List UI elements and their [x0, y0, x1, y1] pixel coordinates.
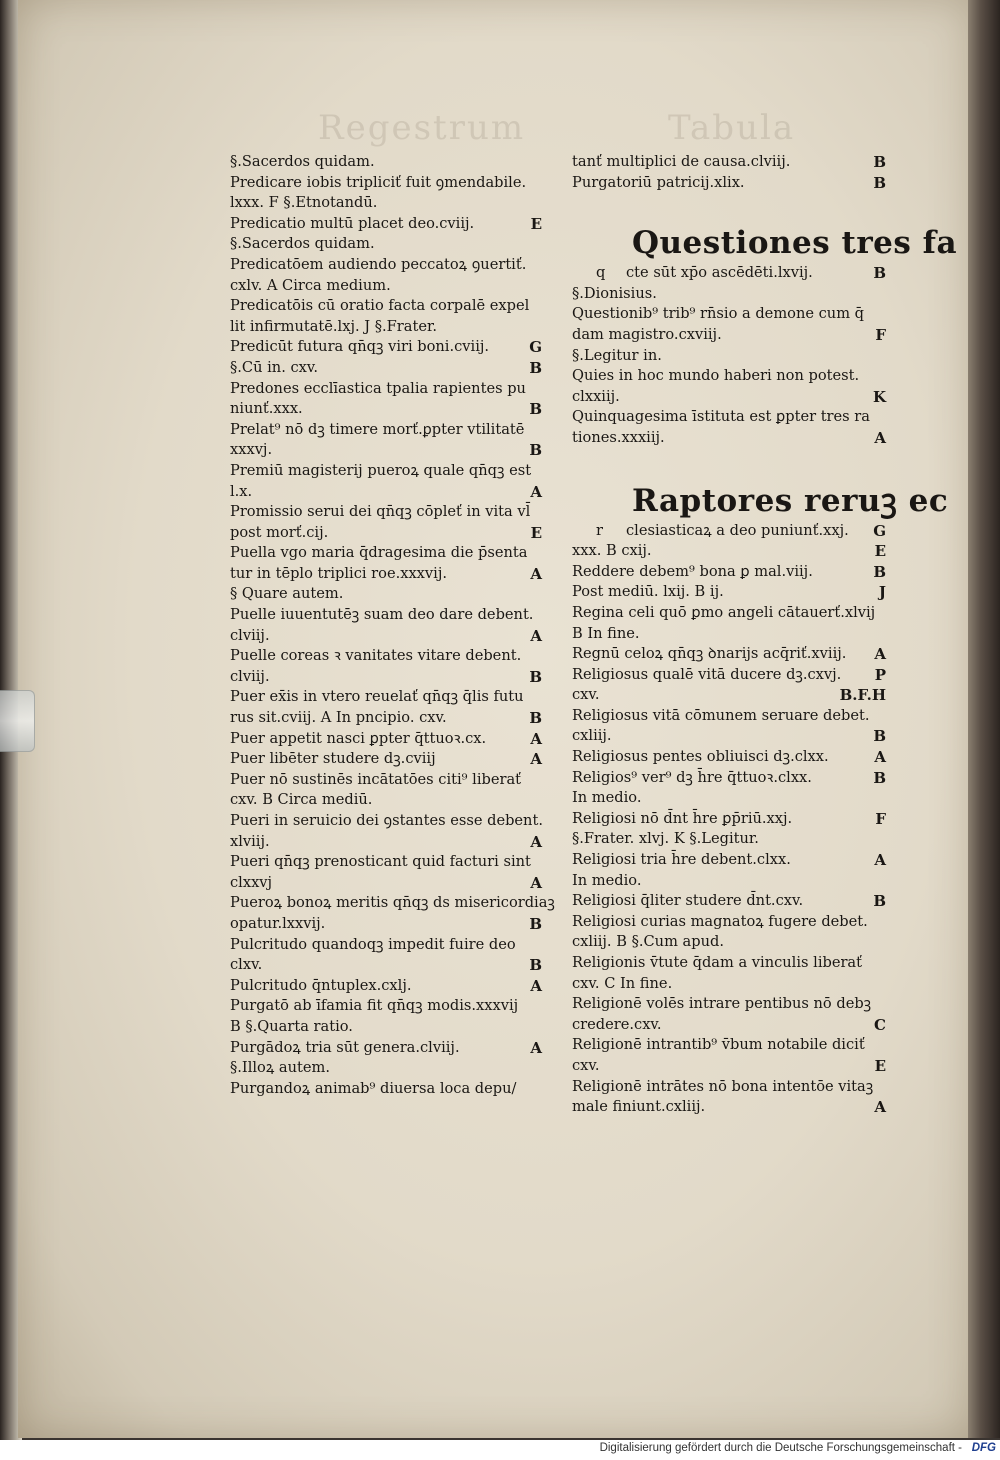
r-entry-text: B In fine.	[572, 624, 640, 642]
dfg-logo: DFG	[971, 1442, 996, 1454]
left-entry-text: §.Sacerdos quidam.	[230, 153, 375, 170]
r-entry	[572, 644, 886, 665]
q-entry	[572, 304, 886, 325]
q-entry	[572, 284, 886, 305]
r-entry-mark: E	[874, 542, 886, 561]
left-entry	[230, 852, 542, 873]
r-entry-text: Religionē intrantib⁹ v̄bum notabile diciť	[572, 1036, 865, 1054]
r-entry-mark: B	[873, 768, 886, 787]
left-entry	[230, 214, 542, 235]
left-entry	[230, 440, 542, 461]
q-entry-text: clxxiij.	[572, 387, 620, 405]
r-entry-text: Religiosus vitā cōmunem seruare debet.	[572, 706, 870, 724]
r-entry-text: In medio.	[572, 789, 642, 807]
left-entry-mark: B	[529, 956, 542, 975]
q-entry-mark: A	[874, 428, 886, 447]
left-entry-mark: E	[530, 214, 542, 233]
left-entry	[230, 790, 542, 811]
left-entry-text: Premiū magisterij pueroꝝ quale qn̄qꝫ est	[230, 461, 532, 479]
left-entry	[230, 687, 542, 708]
left-entry	[230, 1017, 542, 1038]
left-entry	[230, 379, 542, 400]
left-entry-text: Predicatōis cū oratio facta corpalē expel	[230, 297, 530, 315]
r-entry	[572, 850, 886, 871]
left-entry-text: Pulcritudo quandoqꝫ impedit fuire deo	[230, 935, 516, 953]
left-entry-text: § Quare autem.	[230, 585, 344, 603]
left-entry-text: post morť.cij.	[230, 523, 329, 541]
right-top-entry	[572, 173, 886, 194]
r-entry-text: Post mediū. lxij. B ij.	[572, 583, 724, 601]
left-entry-text: xxxvj.	[230, 441, 273, 459]
left-entry-mark: A	[530, 729, 542, 748]
r-entry	[572, 1097, 886, 1118]
q-entry-mark: F	[875, 325, 886, 344]
left-entry	[230, 749, 542, 770]
left-entry	[230, 337, 542, 358]
r-entry	[572, 871, 886, 892]
left-entry-text: clxxvj	[230, 873, 273, 891]
r-entry-text: cxv.	[572, 1056, 600, 1074]
left-entry	[230, 832, 542, 853]
left-entry-text: Predicūt futura qn̄qꝫ viri boni.cviij.	[230, 338, 490, 356]
r-entry-text: In medio.	[572, 871, 642, 889]
r-entry-mark: A	[874, 645, 886, 664]
r-entry	[572, 788, 886, 809]
left-entry-text: rus sit.cviij. A In pncipio. cxv.	[230, 709, 447, 727]
left-entry	[230, 729, 542, 750]
r-entry-text: xxx. B cxij.	[572, 542, 652, 560]
left-entry	[230, 873, 542, 894]
r-entry-mark: B	[873, 562, 886, 581]
left-entry-text: niunť.xxx.	[230, 400, 303, 418]
left-entry-mark: B	[529, 441, 542, 460]
q-entry	[572, 407, 886, 428]
r-entry-mark: A	[874, 748, 886, 767]
left-entry-mark: B	[529, 358, 542, 377]
footer-bar	[0, 1440, 1000, 1460]
left-entry-text: Purgandoꝝ animab⁹ diuersa loca depu/	[230, 1079, 517, 1097]
r-entry-mark: A	[874, 851, 886, 870]
left-entry	[230, 914, 542, 935]
left-entry-text: Puer ex̄is in vtero reuelať qn̄qꝫ q̄lis futu	[230, 688, 524, 706]
left-entry-text: Prelat⁹ nō dꝫ timere morť.ꝑpter vtilitatē	[230, 420, 525, 438]
left-entry-text: Predones ecclīastica tpalia rapientes pu	[230, 379, 526, 397]
section-r-heading: Raptores reruꝫ ec	[632, 482, 949, 519]
r-entry	[572, 1015, 886, 1036]
r-entry-text: cxliij.	[572, 727, 612, 745]
left-entry-mark: B	[529, 914, 542, 933]
left-entry	[230, 482, 542, 503]
r-entry	[572, 706, 886, 727]
q-entry-mark: K	[872, 387, 886, 406]
r-entry	[572, 932, 886, 953]
right-top-entry-mark: B	[873, 173, 886, 192]
left-entry-text: Promissio serui dei qn̄qꝫ cōpleť in vita vl̄	[230, 503, 531, 521]
r-entry	[572, 953, 886, 974]
q-entry	[572, 346, 886, 367]
q-entry	[572, 387, 886, 408]
r-entry-text: Regina celi quō ꝑmo angeli cātauerť.xlvij	[572, 603, 876, 621]
r-entry	[572, 994, 886, 1015]
r-entry-mark: J	[878, 583, 886, 602]
left-entry-text: lit infirmutatē.lxj. J §.Frater.	[230, 317, 437, 335]
r-entry-mark: E	[874, 1056, 886, 1075]
left-entry	[230, 358, 542, 379]
q-entry-text: §.Legitur in.	[572, 346, 662, 364]
r-entry-mark: C	[874, 1015, 886, 1034]
left-entry-mark: A	[530, 1038, 542, 1057]
q-entry	[572, 325, 886, 346]
section-r-entries	[572, 541, 886, 1118]
left-entry	[230, 893, 555, 914]
section-q-heading: Questiones tres fa	[632, 225, 958, 262]
page-edge-shadow	[968, 0, 1000, 1438]
r-entry-text: §.Frater. xlvj. K §.Legitur.	[572, 830, 759, 848]
continued-entries	[572, 152, 886, 193]
r-entry-text: Religiosus qualē vitā ducere dꝫ.cxvj.	[572, 665, 842, 683]
r-entry-text: Religiosi nō d̄nt h̄re ꝑp̄riū.xxj.	[572, 809, 793, 827]
section-r-first-text: clesiasticaꝝ a deo puniunť.xxj.	[626, 521, 849, 539]
left-entry-mark: A	[530, 976, 542, 995]
r-entry	[572, 974, 886, 995]
right-top-entry	[572, 152, 886, 173]
r-entry-text: male finiunt.cxliij.	[572, 1098, 706, 1116]
left-entry-text: xlviij.	[230, 832, 270, 850]
left-entry-text: Puer nō sustinēs incātatōes citi⁹ liberať	[230, 770, 522, 788]
left-entry-text: Puelle iuuentutēꝫ suam deo dare debent.	[230, 606, 534, 624]
section-r-heading-block	[572, 481, 949, 521]
left-entry-mark: A	[530, 873, 542, 892]
section-r-first-line	[572, 521, 886, 542]
left-entry	[230, 276, 542, 297]
left-entry	[230, 626, 542, 647]
q-entry-text: Quies in hoc mundo haberi non potest.	[572, 367, 860, 385]
r-entry-text: Religios⁹ ver⁹ dꝫ h̄re q̄ttuoꝛ.clxx.	[572, 768, 812, 786]
left-entry	[230, 584, 542, 605]
r-entry	[572, 603, 886, 624]
left-entry	[230, 234, 542, 255]
r-entry	[572, 582, 886, 603]
left-entry-mark: A	[530, 750, 542, 769]
r-entry-text: credere.cxv.	[572, 1015, 662, 1033]
left-entry-text: l.x.	[230, 482, 253, 500]
left-entry-text: clxv.	[230, 956, 263, 974]
r-entry	[572, 1077, 886, 1098]
right-top-entry-text: Purgatoriū patricij.xlix.	[572, 173, 745, 191]
left-entry-text: Purgatō ab īfamia fit qn̄qꝫ modis.xxxvij	[230, 997, 519, 1015]
r-entry-text: Religiosi tria h̄re debent.clxx.	[572, 851, 791, 869]
r-entry	[572, 809, 886, 830]
section-q-initial: q	[596, 264, 606, 282]
r-entry	[572, 541, 886, 562]
left-entry	[230, 605, 542, 626]
section-r-first-mark: G	[873, 521, 886, 540]
left-entry	[230, 564, 542, 585]
q-entry-text: Questionib⁹ trib⁹ rn̄sio a demone cum q̄	[572, 305, 865, 323]
section-q-heading-block	[572, 223, 958, 263]
left-entry	[230, 935, 542, 956]
left-entry-text: tur in tēplo triplici roe.xxxvij.	[230, 564, 447, 582]
left-entry-text: opatur.lxxvij.	[230, 914, 326, 932]
left-entry	[230, 173, 542, 194]
left-entry	[230, 420, 542, 441]
r-entry	[572, 1056, 886, 1077]
left-entry-text: §.Cū in. cxv.	[230, 358, 319, 376]
left-entry-mark: B	[529, 400, 542, 419]
section-r-initial: r	[596, 521, 603, 539]
r-entry	[572, 829, 886, 850]
left-entry	[230, 955, 542, 976]
left-entry	[230, 667, 542, 688]
r-entry	[572, 1035, 886, 1056]
left-entry-text: §.Sacerdos quidam.	[230, 235, 375, 253]
r-entry-text: Reddere debem⁹ bona ꝑ mal.viij.	[572, 562, 813, 580]
left-entry	[230, 811, 542, 832]
r-entry-text: Religiosus pentes obliuisci dꝫ.clxx.	[572, 748, 829, 766]
left-entry	[230, 152, 542, 173]
left-entry-text: Predicatio multū placet deo.cviij.	[230, 214, 475, 232]
r-entry-text: Religionis v̄tute q̄dam a vinculis liberať	[572, 954, 863, 971]
r-entry-text: cxv.	[572, 686, 600, 704]
left-entry-text: Predicatōem audiendo peccatoꝝ ꝯuertiť.	[230, 255, 527, 273]
r-entry	[572, 912, 886, 933]
q-entry	[572, 428, 886, 449]
left-entry-text: Pueri in seruicio dei ꝯstantes esse debent.	[230, 812, 543, 829]
r-entry	[572, 562, 886, 583]
left-entry-text: cxv. B Circa mediū.	[230, 791, 373, 809]
left-entry	[230, 1038, 542, 1059]
left-entry-text: clviij.	[230, 667, 270, 685]
left-entry-text: Puelle coreas ꝛ vanitates vitare debent.	[230, 647, 522, 665]
left-entry-mark: B	[529, 709, 542, 728]
left-entry-mark: E	[530, 523, 542, 542]
r-entry-text: cxv. C In fine.	[572, 974, 673, 992]
index-column-left	[230, 152, 555, 1099]
bleed-through-right: Tabula	[668, 108, 796, 148]
left-entry-mark: A	[530, 482, 542, 501]
left-entry	[230, 317, 542, 338]
right-top-entry-text: tanť multiplici de causa.clviij.	[572, 153, 791, 170]
r-entry-text: Religiosi curias magnatoꝝ fugere debet.	[572, 912, 868, 930]
q-entry-text: tiones.xxxiij.	[572, 428, 665, 446]
left-entry	[230, 461, 542, 482]
left-entry	[230, 543, 542, 564]
section-q-first-mark: B	[873, 264, 886, 283]
left-entry	[230, 976, 542, 997]
left-entry-text: Pueri qn̄qꝫ prenosticant quid facturi sint	[230, 853, 531, 871]
r-entry	[572, 768, 886, 789]
r-entry	[572, 624, 886, 645]
left-entry-text: B §.Quarta ratio.	[230, 1017, 353, 1035]
left-entry-text: Puer appetit nasci ꝑpter q̄ttuoꝛ.cx.	[230, 729, 487, 747]
left-entry	[230, 523, 542, 544]
q-entry-text: Quinquagesima īstituta est ꝑpter tres ra	[572, 408, 870, 426]
left-entry	[230, 255, 542, 276]
left-entry-text: cxlv. A Circa medium.	[230, 276, 391, 294]
footer-credit: Digitalisierung gefördert durch die Deutsche Forschungsgemeinschaft -	[599, 1442, 962, 1454]
left-entry	[230, 770, 542, 791]
r-entry-text: Regnū celoꝝ qn̄qꝫ ꝺnarijs acq̄riť.xviij.	[572, 645, 847, 663]
index-column-right	[572, 152, 958, 1118]
q-entry	[572, 366, 886, 387]
left-entry-mark: G	[529, 338, 542, 357]
left-entry-text: Pulcritudo q̄ntuplex.cxlj.	[230, 976, 412, 994]
q-entry-text: §.Dionisius.	[572, 284, 657, 302]
left-entry	[230, 1058, 542, 1079]
r-entry-mark: A	[874, 1098, 886, 1117]
left-entry-mark: A	[530, 564, 542, 583]
left-entry	[230, 1079, 542, 1100]
bleed-through-left: Regestrum	[318, 108, 526, 148]
r-entry-mark: B	[873, 727, 886, 746]
left-entry-text: clviij.	[230, 626, 270, 644]
section-q-first-line	[572, 263, 886, 284]
left-entry-text: Puer libēter studere dꝫ.cviij	[230, 750, 436, 768]
r-entry-mark: B.F.H	[839, 686, 886, 705]
left-entry-mark: A	[530, 832, 542, 851]
left-entry-text: Puella vgo maria q̄dragesima die p̄senta	[230, 544, 528, 562]
section-q-first-text: cte sūt xp̄o ascēdēti.lxvij.	[626, 264, 813, 282]
r-entry-text: Religionē volēs intrare pentibus nō debꝫ	[572, 995, 872, 1013]
r-entry-mark: P	[874, 665, 886, 684]
right-top-entry-mark: B	[873, 153, 886, 171]
r-entry-text: Religiosi q̄liter studere d̄nt.cxv.	[572, 892, 804, 910]
left-entry	[230, 502, 542, 523]
left-entry-mark: A	[530, 626, 542, 645]
r-entry	[572, 726, 886, 747]
left-entry	[230, 646, 542, 667]
left-entry	[230, 708, 542, 729]
left-entry-mark: B	[529, 667, 542, 686]
section-q-entries	[572, 284, 886, 449]
r-entry	[572, 665, 886, 686]
left-entry-text: §.Illoꝝ autem.	[230, 1059, 330, 1077]
left-entry	[230, 193, 542, 214]
r-entry-mark: B	[873, 892, 886, 911]
r-entry-text: cxliij. B §.Cum apud.	[572, 933, 724, 951]
left-entry-text: Predicare iobis tripliciť fuit ꝯmendabile.	[230, 173, 527, 191]
r-entry	[572, 891, 886, 912]
left-entry-text: Purgādoꝝ tria sūt genera.clviij.	[230, 1038, 460, 1056]
page-clip	[0, 690, 35, 752]
left-entry-text: Pueroꝝ bonoꝝ meritis qn̄qꝫ ds misericordiaꝫ	[230, 894, 555, 912]
r-entry	[572, 747, 886, 768]
left-entry-text: lxxx. F §.Etnotandū.	[230, 194, 378, 212]
left-entry	[230, 399, 542, 420]
left-entry	[230, 996, 542, 1017]
q-entry-text: dam magistro.cxviij.	[572, 325, 722, 343]
left-entry	[230, 296, 542, 317]
r-entry-text: Religionē intrātes nō bona intentōe vitaꝫ	[572, 1077, 874, 1095]
r-entry	[572, 685, 886, 706]
r-entry-mark: F	[875, 809, 886, 828]
